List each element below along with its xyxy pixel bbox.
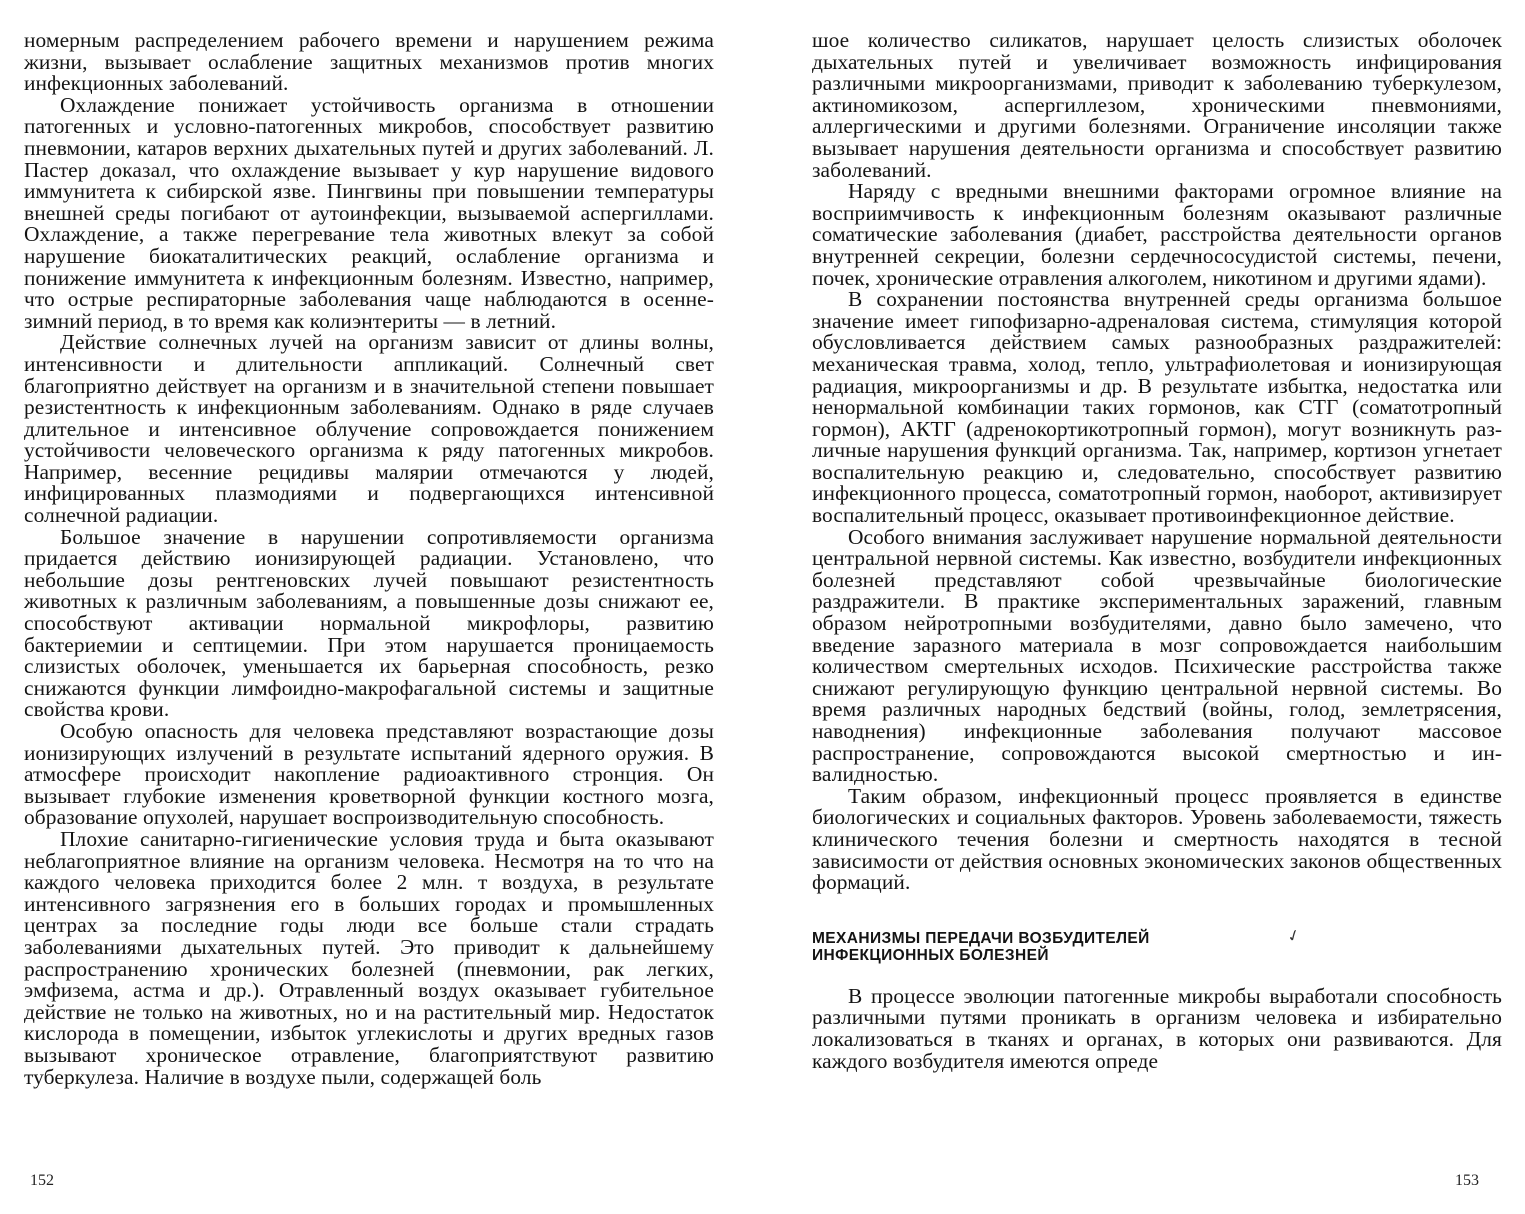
page-number-right: 153 bbox=[1455, 1172, 1479, 1189]
left-paragraph-6: Плохие санитарно-гигиенические условия труда и быта оказывают неблагоприятное влияние на организм человека. Несмотря на то что на каждого человека приходится более 2 млн. т воздуха, в результате интенсивного загрязнения его в больших городах и промышленных центрах за последние годы люди все больше стали страдать заболеваниями дыхательных путей. Это приводит к дальнейшему распространению хронических болезней (пневмонии, рак легких, эмфизема, астма и др.). Отравленный воздух оказывает губительное действие не только на животных, но и на растительный мир. Недостаток кислорода в помещении, избыток углекислоты и других вредных газов вызывают хроническое отравление, благоприятствуют развитию туберкулеза. Наличие в воздухе пыли, содержащей боль bbox=[24, 826, 714, 1089]
page-number-left: 152 bbox=[30, 1172, 54, 1189]
left-paragraph-3: Действие солнечных лучей на организм зависит от длины волны, интенсивности и длительности аппликаций. Солнечный свет благоприятно действует на организм и в значительной степени повышает резистентность к инфекционным заболеваниям. Однако в ряде случаев длительное и интенсивное облучение сопровождается понижением устойчивости человеческого организма к ряду патогенных микробов. Например, весенние рецидивы малярии отмечаются у людей, инфицированных плазмодиями и подвергающихся интенсивной солнечной радиации. bbox=[24, 330, 714, 528]
right-paragraph-1: шое количество силикатов, нарушает целость слизистых оболочек дыхательных путей и увеличивает возможность инфицирования различными микроорганизмами, приводит к заболеванию туберкулезом, актиномикозом, аспергиллезом, хроническими пневмониями, аллергическими и другими болезнями. Ограничение инсоляции также вызывает нарушения деятельности организма и способствует развитию заболеваний. bbox=[812, 28, 1502, 182]
section-heading-line-2: ИНФЕКЦИОННЫХ БОЛЕЗНЕЙ bbox=[812, 946, 1049, 964]
right-page bbox=[812, 30, 1502, 1072]
right-paragraph-2: Наряду с вредными внешними факторами огромное влияние на восприимчивость к инфекционным болезням оказывают различные соматические заболевания (диабет, расстройства деятельности органов внутренней секреции, болезни сердечнососудистой системы, печени, почек, хронические отравления алкоголем, никотином и другими ядами). bbox=[812, 179, 1502, 290]
right-paragraph-5: Таким образом, инфекционный процесс проявляется в единстве биологических и социальных факторов. Уровень заболеваемости, тяжесть клинического течения болезни и смертность находятся в тесной зависимости от действия основных экономических законов общественных формаций. bbox=[812, 783, 1502, 895]
book-spine bbox=[762, 0, 763, 1214]
right-paragraph-3: В сохранении постоянства внутренней среды организма большое значение имеет гипофизарно-адреналовая система, стимуляция которой обусловливается действием самых разнообразных раздражителей: механическая травма, холод, тепло, ультрафиолетовая и ионизирующая радиация, микроорганизмы и др. В результате избытка, недостатка или ненормальной комбинации таких гормонов, как СТГ (соматотропный гормон), АКТГ (адренокортикотропный гормон), могут возникнуть различные нарушения функций организма. Так, например, кортизон угнетает воспалительную реакцию и, следовательно, способствует развитию инфекционного процесса, соматотропный гормон, наоборот, активизирует воспалительный процесс, оказывает противоинфекционное действие. bbox=[812, 287, 1502, 528]
left-paragraph-4: Большое значение в нарушении сопротивляемости организма придается действию ионизирующей радиации. Установлено, что небольшие дозы рентгеновских лучей повышают резистентность животных к различным заболеваниям, а повышенные дозы снижают ее, способствуют активации нормальной микрофлоры, развитию бактериемии и септицемии. При этом нарушается проницаемость слизистых оболочек, уменьшается их барьерная способность, резко снижаются функции лимфоидно-макрофагальной системы и защитные свойства крови. bbox=[24, 524, 714, 722]
left-paragraph-2: Охлаждение понижает устойчивость организма в отношении патогенных и условно-патогенных микробов, способствует развитию пневмонии, катаров верхних дыхательных путей и других заболеваний. Л. Пастер доказал, что охлаждение вызывает у кур нарушение видового иммунитета к сибирской язве. Пингвины при повышении температуры внешней среды погибают от аутоинфекции, вызываемой аспергиллами. Охлаждение, а также перегревание тела животных влекут за собой нарушение биокаталитических реакций, ослабление организма и понижение иммунитета к инфекционным болезням. Известно, например, что острые респираторные заболевания чаще наблюдаются в осенне-зимний период, в то время как колиэнтериты — в летний. bbox=[24, 92, 714, 333]
section-heading bbox=[812, 924, 1502, 964]
right-paragraph-4: Особого внимания заслуживает нарушение нормальной деятельности центральной нервной системы. Как известно, возбудители инфекционных болезней представляют собой чрезвычайные биологические раздражители. В практике экспериментальных заражений, главным образом нейротропными возбудителями, давно было замечено, что введение заразного материала в мозг сопровождается наибольшим количеством смертельных исходов. Психические расстройства также снижают регулирующую функцию центральной нервной системы. Во время различных народных бедствий (войны, голод, землетрясения, наводнения) инфекционные заболевания получают массовое распространение, сопровождаются высокой смертностью и инвалидностью. bbox=[812, 524, 1502, 787]
left-paragraph-1: номерным распределением рабочего времени и нарушением режима жизни, вызывает ослабление защитных механизмов против многих инфекционных заболеваний. bbox=[24, 28, 714, 96]
pencil-check-mark-icon: ✓ bbox=[1284, 924, 1304, 947]
left-paragraph-5: Особую опасность для человека представляют возрастающие дозы ионизирующих излучений в результате испытаний ядерного оружия. В атмосфере происходит накопление радиоактивного стронция. Он вызывает глубокие изменения кроветворной функции костного мозга, образование опухолей, нарушает воспроизводительную способность. bbox=[24, 719, 714, 830]
section-heading-line-1: МЕХАНИЗМЫ ПЕРЕДАЧИ ВОЗБУДИТЕЛЕЙ bbox=[812, 929, 1150, 947]
section-paragraph: В процессе эволюции патогенные микробы выработали способность различными путями проникать в организм человека и избирательно локализоваться в тканях и органах, в которых они развиваются. Для каждого возбудителя имеются опреде bbox=[812, 983, 1502, 1073]
left-page bbox=[24, 30, 714, 1088]
